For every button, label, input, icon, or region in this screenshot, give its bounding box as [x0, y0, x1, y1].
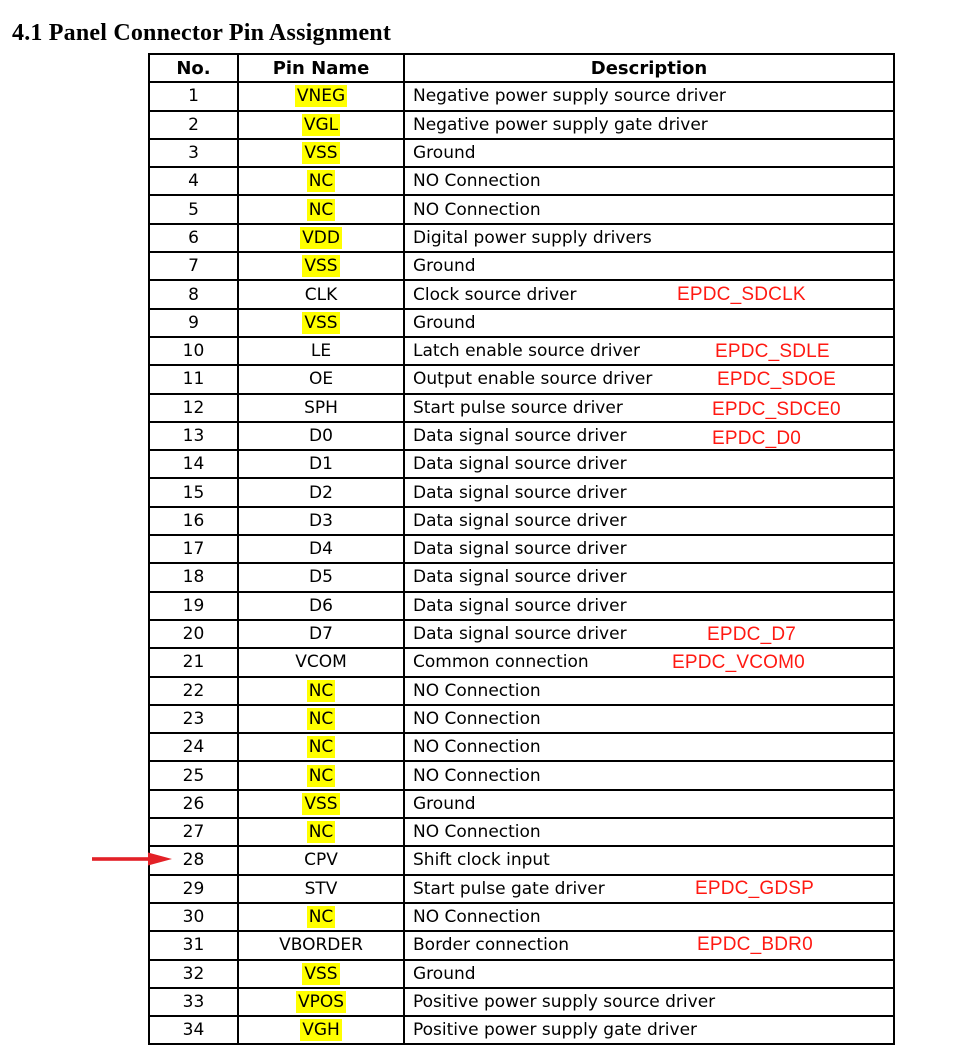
table-row: [149, 620, 894, 648]
description-text: NO Connection: [413, 171, 541, 192]
table-row: [149, 280, 894, 308]
pin-name-cell: [238, 139, 404, 167]
pin-name-highlighted: VPOS: [297, 991, 345, 1012]
section-title: 4.1 Panel Connector Pin Assignment: [12, 20, 392, 47]
description-cell: [404, 733, 894, 761]
pin-name-cell: [238, 733, 404, 761]
pin-number-cell: 11: [149, 365, 238, 393]
pin-name: VBORDER: [279, 935, 363, 956]
table-row: [149, 705, 894, 733]
description-text: Border connection: [413, 935, 570, 956]
description-text: Latch enable source driver: [413, 341, 640, 362]
pin-name-highlighted: VGL: [303, 114, 339, 135]
pin-name-cell: [238, 818, 404, 846]
pin-name-cell: [238, 761, 404, 789]
table-row: [149, 563, 894, 591]
table-row: [149, 139, 894, 167]
table-row: [149, 903, 894, 931]
col-header-description: Description: [404, 54, 894, 82]
epdc-signal-note: EPDC_SDCLK: [677, 283, 806, 305]
pin-name: D0: [309, 426, 333, 446]
description-text: Ground: [413, 312, 476, 333]
pin-number-cell: 2: [149, 111, 238, 139]
description-text: Output enable source driver: [413, 369, 653, 390]
pin-number-cell: 23: [149, 705, 238, 733]
pin-number-cell: 34: [149, 1016, 238, 1044]
description-cell: [404, 761, 894, 789]
table-row: [149, 195, 894, 223]
table-row: [149, 535, 894, 563]
pin-number-cell: 17: [149, 535, 238, 563]
description-cell: [404, 280, 894, 308]
epdc-signal-note: EPDC_SDLE: [715, 341, 830, 363]
pin-name-cell: [238, 620, 404, 648]
description-text: Data signal source driver: [413, 482, 627, 503]
pin-table-container: [148, 53, 893, 1045]
table-row: [149, 224, 894, 252]
pin-name-highlighted: NC: [308, 680, 334, 701]
table-row: [149, 422, 894, 450]
description-cell: [404, 903, 894, 931]
description-cell: [404, 1016, 894, 1044]
description-cell: [404, 252, 894, 280]
pin-name-cell: [238, 507, 404, 535]
pin-number-cell: 26: [149, 790, 238, 818]
description-text: Ground: [413, 793, 476, 814]
description-text: Clock source driver: [413, 284, 577, 305]
table-row: [149, 309, 894, 337]
pin-name: D1: [309, 454, 333, 475]
col-header-pin-name: Pin Name: [238, 54, 404, 82]
pin-number-cell: 32: [149, 960, 238, 988]
pin-name-cell: [238, 790, 404, 818]
table-row: [149, 677, 894, 705]
table-row: [149, 82, 894, 110]
pin-number-cell: 7: [149, 252, 238, 280]
table-row: [149, 648, 894, 676]
pin-number-cell: 25: [149, 761, 238, 789]
description-cell: [404, 337, 894, 365]
pin-name-highlighted: NC: [308, 199, 334, 220]
table-row: [149, 960, 894, 988]
description-cell: [404, 535, 894, 563]
pin-number-cell: 21: [149, 648, 238, 676]
table-row: [149, 478, 894, 506]
pin-name-highlighted: VSS: [304, 143, 338, 164]
pin-number-cell: 1: [149, 82, 238, 110]
description-cell: [404, 592, 894, 620]
description-cell: [404, 960, 894, 988]
description-text: Data signal source driver: [413, 510, 627, 531]
pin-name: VCOM: [295, 652, 347, 673]
pin-number-cell: 31: [149, 931, 238, 959]
pin-name-cell: [238, 960, 404, 988]
description-cell: [404, 875, 894, 903]
table-row: [149, 931, 894, 959]
description-text: Data signal source driver: [413, 454, 627, 475]
pin-number-cell: 10: [149, 337, 238, 365]
description-cell: [404, 677, 894, 705]
description-text: Digital power supply drivers: [413, 227, 652, 248]
description-text: Start pulse source driver: [413, 397, 623, 418]
pin-name-highlighted: VNEG: [296, 86, 346, 107]
pin-name-cell: [238, 252, 404, 280]
pin-name: D7: [309, 624, 333, 645]
pin-name-cell: [238, 450, 404, 478]
pin-number-cell: 19: [149, 592, 238, 620]
pin-name: D2: [309, 482, 333, 503]
table-row: [149, 733, 894, 761]
epdc-signal-note: EPDC_GDSP: [695, 877, 815, 899]
pin-name-cell: [238, 677, 404, 705]
pin-name-highlighted: NC: [308, 765, 334, 786]
pin-name-cell: [238, 422, 404, 450]
description-text: NO Connection: [413, 737, 541, 758]
pin-name: D4: [309, 539, 333, 560]
pin-name-cell: [238, 648, 404, 676]
table-row: [149, 337, 894, 365]
pin-name-highlighted: NC: [308, 708, 334, 729]
description-text: Ground: [413, 963, 476, 984]
pin-name: SPH: [304, 397, 338, 418]
table-row: [149, 111, 894, 139]
description-text: Negative power supply source driver: [413, 86, 726, 107]
red-arrow-icon: [91, 851, 175, 867]
description-text: Data signal source driver: [413, 426, 627, 446]
pin-name-cell: [238, 337, 404, 365]
pin-name-cell: [238, 875, 404, 903]
description-cell: [404, 365, 894, 393]
epdc-signal-note: EPDC_SDCE0: [712, 398, 841, 420]
pin-name-highlighted: NC: [308, 907, 334, 928]
pin-number-cell: 6: [149, 224, 238, 252]
description-cell: [404, 195, 894, 223]
pin-name-highlighted: VSS: [304, 312, 338, 333]
description-cell: [404, 931, 894, 959]
epdc-signal-note: EPDC_VCOM0: [672, 652, 805, 674]
description-text: Negative power supply gate driver: [413, 114, 708, 135]
description-cell: [404, 563, 894, 591]
table-row: [149, 507, 894, 535]
pin-name-cell: [238, 167, 404, 195]
description-cell: [404, 478, 894, 506]
pin-number-cell: 22: [149, 677, 238, 705]
description-cell: [404, 988, 894, 1016]
pin-name-highlighted: VSS: [304, 256, 338, 277]
pin-name-cell: [238, 535, 404, 563]
pin-number-cell: 29: [149, 875, 238, 903]
table-row: [149, 394, 894, 422]
description-cell: [404, 648, 894, 676]
description-cell: [404, 111, 894, 139]
pin-name-highlighted: VSS: [304, 793, 338, 814]
table-row: [149, 818, 894, 846]
epdc-signal-note: EPDC_D0: [712, 428, 802, 449]
pin-number-cell: 30: [149, 903, 238, 931]
description-cell: [404, 422, 894, 450]
table-row: [149, 592, 894, 620]
table-row: [149, 846, 894, 874]
pin-name-highlighted: NC: [308, 737, 334, 758]
pin-name-cell: [238, 478, 404, 506]
description-text: Shift clock input: [413, 850, 550, 871]
pin-number-cell: 4: [149, 167, 238, 195]
pin-name-cell: [238, 280, 404, 308]
pin-name: D6: [309, 595, 333, 616]
pin-number-cell: 8: [149, 280, 238, 308]
pin-number-cell: 13: [149, 422, 238, 450]
table-row: [149, 252, 894, 280]
description-text: NO Connection: [413, 708, 541, 729]
description-cell: [404, 620, 894, 648]
pin-number-cell: 15: [149, 478, 238, 506]
pin-number-cell: 20: [149, 620, 238, 648]
pin-number-cell: 12: [149, 394, 238, 422]
epdc-signal-note: EPDC_D7: [707, 624, 797, 646]
pin-name-cell: [238, 846, 404, 874]
description-text: Data signal source driver: [413, 567, 627, 588]
description-text: Common connection: [413, 652, 589, 673]
pin-name-highlighted: NC: [308, 171, 334, 192]
table-row: [149, 365, 894, 393]
pin-name-cell: [238, 563, 404, 591]
description-text: NO Connection: [413, 907, 541, 928]
epdc-signal-note: EPDC_BDR0: [697, 934, 813, 956]
description-text: Ground: [413, 143, 476, 164]
pin-assignment-table: [148, 53, 895, 1045]
pin-number-cell: 28: [149, 846, 238, 874]
description-text: Data signal source driver: [413, 624, 627, 645]
table-row: [149, 875, 894, 903]
description-cell: [404, 309, 894, 337]
pin-name: CLK: [304, 284, 338, 305]
table-row: [149, 761, 894, 789]
pin-number-cell: 18: [149, 563, 238, 591]
description-text: Ground: [413, 256, 476, 277]
pin-number-cell: 24: [149, 733, 238, 761]
pin-name-cell: [238, 903, 404, 931]
pin-name-cell: [238, 1016, 404, 1044]
pin-name: D3: [309, 510, 333, 531]
description-text: NO Connection: [413, 822, 541, 843]
description-cell: [404, 507, 894, 535]
pin-name-cell: [238, 224, 404, 252]
pin-number-cell: 27: [149, 818, 238, 846]
pin-name-cell: [238, 705, 404, 733]
pin-name-highlighted: NC: [308, 822, 334, 843]
description-text: NO Connection: [413, 199, 541, 220]
description-cell: [404, 846, 894, 874]
pin-name-cell: [238, 394, 404, 422]
pin-name-cell: [238, 111, 404, 139]
pin-number-cell: 5: [149, 195, 238, 223]
pin-number-cell: 16: [149, 507, 238, 535]
description-cell: [404, 82, 894, 110]
pin-name-highlighted: VGH: [302, 1020, 340, 1041]
pin-name: LE: [310, 341, 332, 362]
pin-name-cell: [238, 195, 404, 223]
description-cell: [404, 450, 894, 478]
description-text: Start pulse gate driver: [413, 878, 605, 899]
pin-name-cell: [238, 309, 404, 337]
table-row: [149, 790, 894, 818]
pin-number-cell: 14: [149, 450, 238, 478]
description-cell: [404, 167, 894, 195]
pin-number-cell: 3: [149, 139, 238, 167]
table-row: [149, 988, 894, 1016]
description-cell: [404, 818, 894, 846]
pin-name-cell: [238, 988, 404, 1016]
description-cell: [404, 394, 894, 422]
table-row: [149, 450, 894, 478]
table-row: [149, 167, 894, 195]
pin-name: CPV: [304, 850, 338, 871]
pin-name-cell: [238, 931, 404, 959]
table-row: [149, 1016, 894, 1044]
col-header-no: No.: [149, 54, 238, 82]
pin-name: OE: [308, 369, 334, 390]
description-text: Data signal source driver: [413, 539, 627, 560]
description-text: Data signal source driver: [413, 595, 627, 616]
description-cell: [404, 224, 894, 252]
description-text: NO Connection: [413, 680, 541, 701]
description-text: NO Connection: [413, 765, 541, 786]
pin-name: STV: [304, 878, 338, 899]
pin-number-cell: 9: [149, 309, 238, 337]
pin-name-highlighted: VDD: [302, 227, 340, 248]
pin-name-highlighted: VSS: [304, 963, 338, 984]
pin-name-cell: [238, 82, 404, 110]
description-cell: [404, 705, 894, 733]
description-text: Positive power supply gate driver: [413, 1020, 698, 1041]
pin-name: D5: [309, 567, 333, 588]
epdc-signal-note: EPDC_SDOE: [717, 369, 837, 391]
pin-name-cell: [238, 592, 404, 620]
pin-name-cell: [238, 365, 404, 393]
table-header-row: [149, 54, 894, 82]
description-cell: [404, 139, 894, 167]
description-text: Positive power supply source driver: [413, 991, 716, 1012]
pin-number-cell: 33: [149, 988, 238, 1016]
description-cell: [404, 790, 894, 818]
